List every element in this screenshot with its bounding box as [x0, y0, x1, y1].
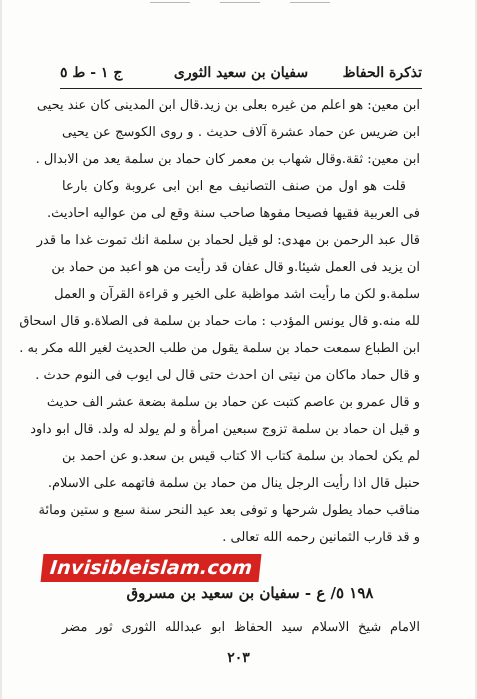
text-line: لم يكن لحماد بن سلمة كتاب الا كتاب قيس بن سعد.و عن احمد بن [62, 449, 420, 464]
text-line: فى العربية فقيها فصيحا مفوها صاحب سنة وقع لى من عواليه احاديث. [46, 206, 420, 221]
header-volume-info: ج ١ - ط ٥ [60, 65, 123, 81]
running-header [60, 62, 422, 84]
entry-heading: ١٩٨ ٥/ ع - سفيان بن سعيد بن مسروق [126, 584, 374, 602]
header-rule [60, 88, 422, 89]
text-line: لله منه.و قال يونس المؤدب : مات حماد بن سلمة فى الصلاة.و قال اسحاق [19, 314, 420, 329]
text-line: و قال عمرو بن عاصم كتبت عن حماد بن سلمة بضعة عشر الف حديث [46, 395, 420, 410]
body-text [19, 92, 420, 551]
text-line: ابن ضريس عن حماد عشرة آلاف حديث . و روى الكوسج عن يحيى [62, 125, 420, 140]
scan-mark [150, 2, 190, 3]
text-line: مناقب حماد يطول شرحها و توفى بعد عيد النحر سنة سبع و ستين ومائة [38, 503, 420, 518]
text-line: و قال حماد ماكان من نيتى ان احدث حتى قال لى ايوب فى النوم حدث . [35, 368, 420, 383]
entry-first-line: الامام شيخ الاسلام سيد الحفاظ ابو عبدالله الثورى ثور مضر [62, 620, 420, 635]
scan-mark [290, 2, 330, 3]
text-line: ان يزيد فى العمل شيئا.و قال عفان قد رأيت من هو اعبد من حماد بن [51, 260, 420, 275]
header-section-title: سفيان بن سعيد الثورى [173, 65, 309, 81]
page-number: ٢٠٣ [227, 650, 250, 666]
text-line: قلت هو اول من صنف التصانيف مع ابن ابى عروبة وكان بارعا [62, 179, 406, 194]
page-edge-left [0, 0, 2, 699]
text-line: و قد قارب الثمانين رحمه الله تعالى . [222, 530, 420, 545]
text-line: ابن معين: هو اعلم من غيره بعلى بن زيد.قال ابن المدينى كان عند يحيى [36, 98, 420, 113]
top-scan-marks [150, 2, 330, 5]
text-line: و قيل ان حماد بن سلمة تزوج سبعين امرأة و لم يولد له ولد. قال ابو داود [30, 422, 420, 437]
site-watermark: Invisibleislam.com [41, 554, 262, 582]
scan-mark [220, 2, 260, 3]
text-line: قال عبد الرحمن بن مهدى: لو قيل لحماد بن سلمة انك تموت غدا ما قدر [36, 233, 420, 248]
text-line: ابن الطباع سمعت حماد بن سلمة يقول من طلب الحديث لغير الله مكر به . [19, 341, 420, 356]
text-line: سلمة.و لكن ما رأيت اشد مواظبة على الخير و قراءة القرآن و العمل [54, 287, 420, 302]
text-line: ابن معين: ثقة.وقال شهاب بن معمر كان حماد بن سلمة يعد من الابدال . [35, 152, 420, 167]
text-line: حنبل قال اذا رأيت الرجل ينال من حماد بن سلمة فاتهمه على الاسلام. [47, 476, 420, 491]
header-book-title: تذكرة الحفاظ [342, 65, 422, 81]
